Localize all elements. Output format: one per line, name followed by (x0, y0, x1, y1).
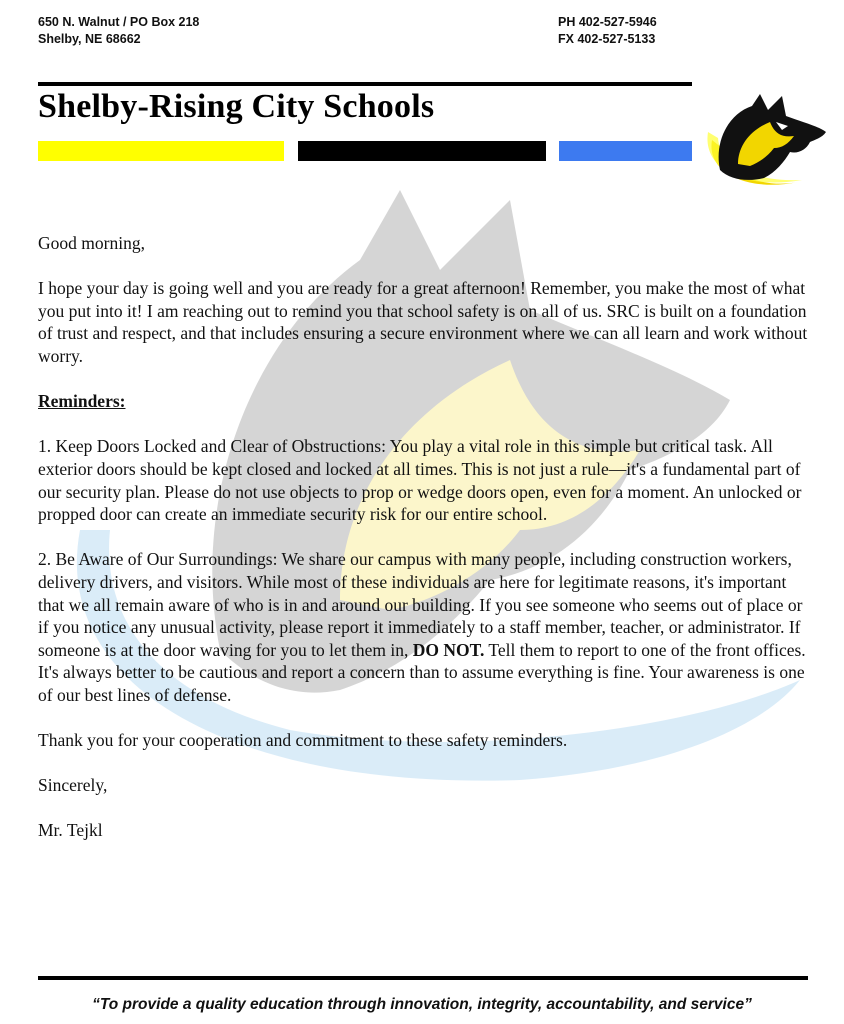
yellow-color-bar (38, 141, 284, 161)
school-name: Shelby-Rising City Schools (38, 88, 435, 125)
reminders-heading-text: Reminders: (38, 391, 126, 412)
school-motto: “To provide a quality education through innovation, integrity, accountability, and service” (92, 996, 752, 1013)
greeting: Good morning, (38, 233, 145, 253)
address-line-city: Shelby, NE 68662 (38, 32, 141, 46)
reminder-item-2 (38, 548, 810, 706)
signature: Mr. Tejkl (38, 820, 103, 841)
address-block (38, 14, 199, 48)
letter-body (38, 232, 810, 865)
intro-paragraph: I hope your day is going well and you are ready for a great afternoon! Remember, you make the most of what you put into it! I am reaching out to remind you that school safety is on all of us. SRC is built on a foundation of trust and respect, and that includes ensuring a secure environment where we can all learn and work without worry. (38, 278, 808, 366)
reminder-item-1: 1. Keep Doors Locked and Clear of Obstructions: You play a vital role in this simple but critical task. All exterior doors should be kept closed and locked at all times. This is not just a rule—it's a fundamental part of our security plan. Please do not use objects to prop or wedge doors open, even for a moment. An unlocked or propped door can create an immediate security risk for our entire school. (38, 436, 802, 525)
phone-number: PH 402-527-5946 (558, 15, 657, 29)
address-line-street: 650 N. Walnut / PO Box 218 (38, 15, 200, 29)
blue-color-bar (559, 141, 692, 161)
black-color-bar (298, 141, 546, 161)
footer-rule (38, 976, 808, 980)
reminder-item-2-emphasis: DO NOT. (412, 639, 485, 660)
thanks-paragraph: Thank you for your cooperation and commitment to these safety reminders. (38, 730, 568, 751)
reminder-item-2-text-a: 2. Be Aware of Our Surroundings: We share our campus with many people, including construction workers, delivery drivers, and visitors. While most of these individuals are here for legitimate reasons, it's important that we all remain aware of who is in and around our building. If you see someone who seems out of place or if you notice any unusual activity, please report it immediately to a staff member, teacher, or administrator. If someone is at the door waving for you to let them in, (38, 549, 803, 660)
fax-number: FX 402-527-5133 (558, 32, 656, 46)
closing: Sincerely, (38, 775, 108, 796)
contact-block (558, 14, 657, 48)
reminder-item-2-text-b: Tell them to report to one of the front offices. It's always better to be cautious and report a concern than to assume everything is fine. Your awareness is one of our best lines of defense. (38, 639, 806, 705)
reminders-heading (38, 390, 810, 413)
header-rule (38, 82, 692, 86)
